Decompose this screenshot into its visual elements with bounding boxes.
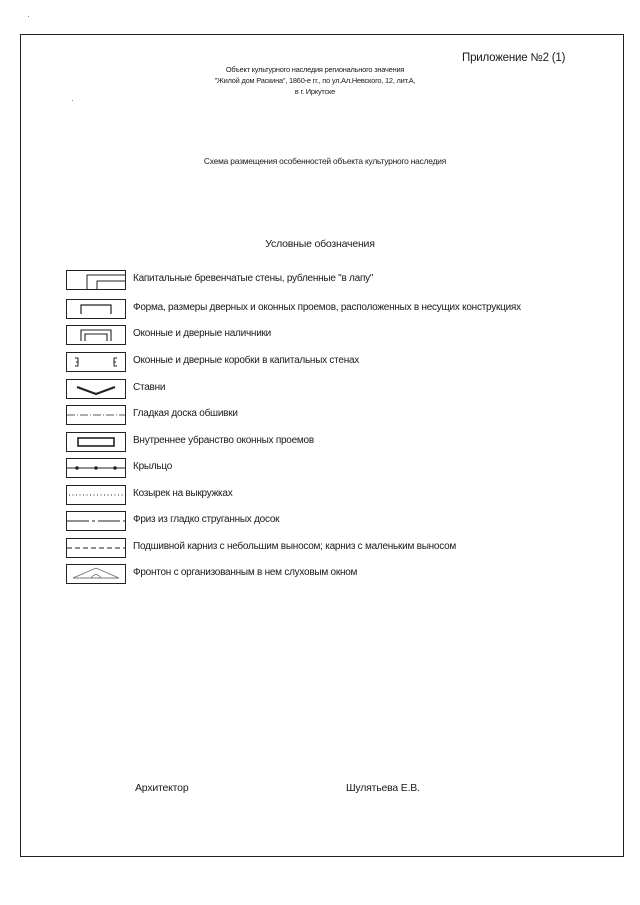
opening-bracket-icon [66, 299, 126, 319]
log-wall-corner-icon [66, 270, 126, 290]
dotted-line-icon [66, 485, 126, 505]
legend-item-label: Оконные и дверные коробки в капитальных стенах [133, 355, 360, 366]
dashed-line-icon [66, 538, 126, 558]
shutter-chevron-icon [66, 379, 126, 399]
legend-item-label: Фронтон с организованным в нем слуховым окном [133, 567, 358, 578]
object-line: "Жилой дом Раскина", 1860-е гг., по ул.Ал.Невского, 12, лит.А, [214, 76, 416, 85]
object-description [160, 64, 470, 97]
legend-item-label: Ставни [133, 382, 166, 393]
signature-role: Архитектор [135, 782, 189, 794]
long-dash-dot-line-icon [66, 511, 126, 531]
casing-bracket-icon [66, 325, 126, 345]
rectangle-icon [66, 432, 126, 452]
dash-dot-line-icon [66, 405, 126, 425]
pediment-triangle-icon [66, 564, 126, 584]
legend-item-label: Капитальные бревенчатые стены, рубленные "в лапу" [133, 273, 374, 284]
legend-item-label: Внутреннее убранство оконных проемов [133, 435, 314, 446]
signature-name: Шулятьева Е.В. [346, 782, 420, 794]
legend-item-label: Фриз из гладко струганных досок [133, 514, 280, 525]
appendix-number: Приложение №2 (1) [462, 52, 566, 64]
legend-item-label: Форма, размеры дверных и оконных проемов, расположенных в несущих конструкциях [133, 302, 521, 313]
scan-speck [28, 16, 29, 17]
legend-title: Условные обозначения [265, 238, 375, 250]
line-with-dots-icon [66, 458, 126, 478]
legend-item-label: Козырек на выкружках [133, 488, 233, 499]
object-line: Объект культурного наследия регионального значения [225, 65, 405, 74]
legend-item-label: Оконные и дверные наличники [133, 328, 272, 339]
legend-item-label: Подшивной карниз с небольшим выносом; карниз с маленьким выносом [133, 541, 457, 552]
legend-item-label: Гладкая доска обшивки [133, 408, 238, 419]
object-line: в г. Иркутске [294, 87, 336, 96]
legend-item-label: Крыльцо [133, 461, 173, 472]
scheme-title: Схема размещения особенностей объекта культурного наследия [203, 156, 447, 166]
frame-marks-icon [66, 352, 126, 372]
